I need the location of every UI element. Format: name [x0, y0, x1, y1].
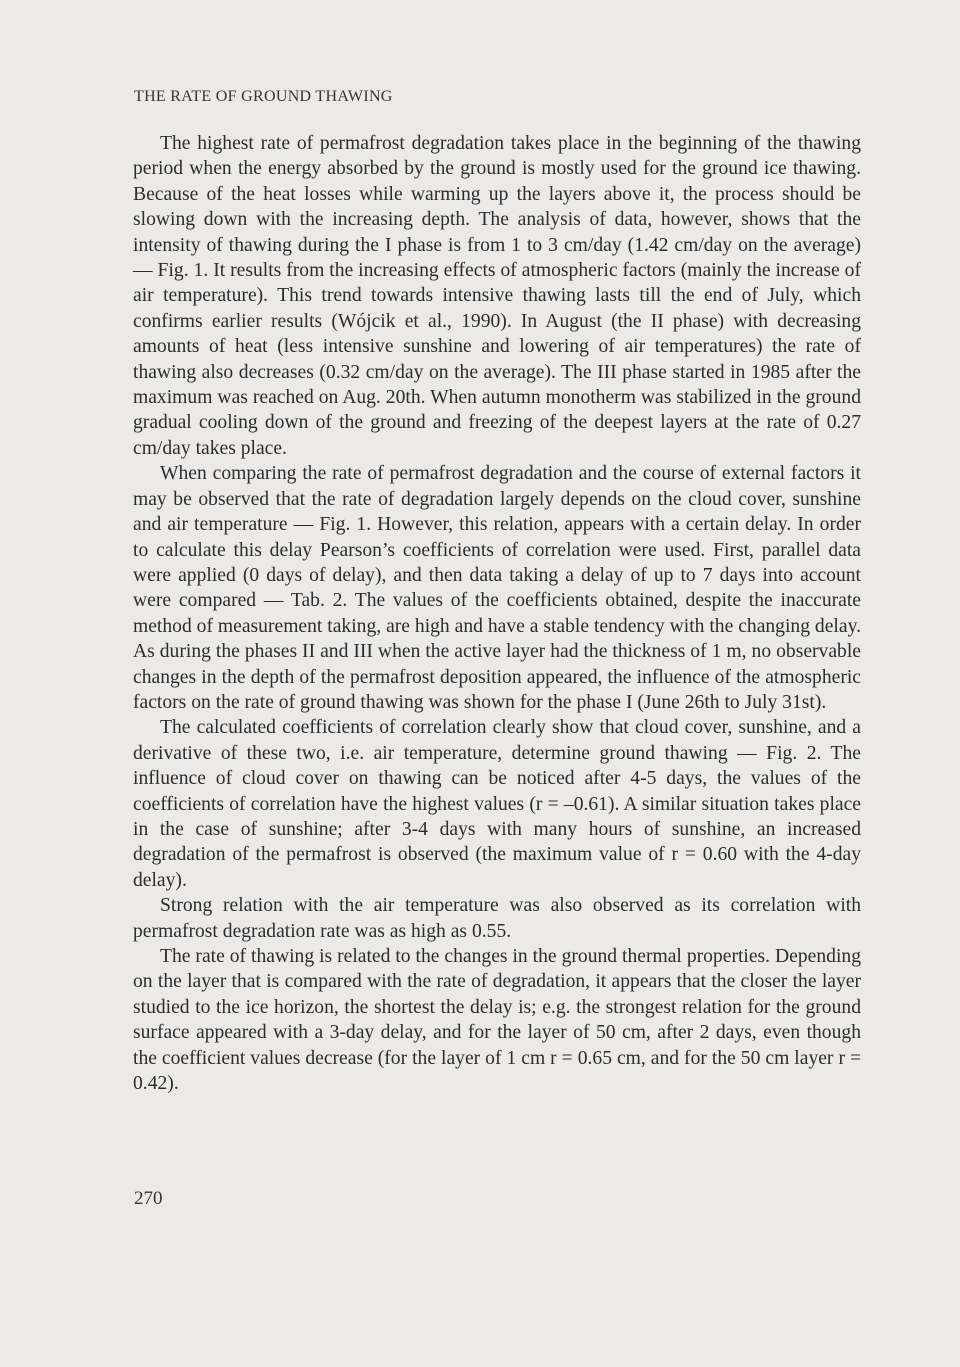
page-number: 270 [134, 1188, 163, 1209]
body-text [133, 131, 861, 1096]
paragraph-thermal-properties: The rate of thawing is related to the changes in the ground thermal properties. Depending on the layer that is compared with the rate of degradation, it appears that the closer the layer studied to the ice horizon, the shortest the delay is; e.g. the strongest relation for the ground surface appeared with a 3-day delay, and for the layer of 50 cm, after 2 days, even though the coefficient values decrease (for the layer of 1 cm r = 0.65 cm, and for the 50 cm layer r = 0.42). [133, 946, 861, 1095]
paragraph-correlation-coefficients: The calculated coefficients of correlation clearly show that cloud cover, sunshine, and a derivative of these two, i.e. air temperature, determine ground thawing — Fig. 2. The influence of cloud cover on thawing can be noticed after 4-5 days, the values of the coefficients of correlation have the highest values (r = –0.61). A similar situation takes place in the case of sunshine; after 3-4 days with many hours of sunshine, an increased degradation of the permafrost is observed (the maximum value of r = 0.60 with the 4-day delay). [133, 717, 861, 891]
running-title: THE RATE OF GROUND THAWING [134, 88, 393, 105]
paragraph-external-factors: When comparing the rate of permafrost degradation and the course of external factors it may be observed that the rate of degradation largely depends on the cloud cover, sunshine and air temperature — Fig. 1. However, this relation, appears with a certain delay. In order to calculate this delay Pearson’s coefficients of correlation were used. First, parallel data were applied (0 days of delay), and then data taking a delay of up to 7 days into account were compared — Tab. 2. The values of the coefficients obtained, despite the inaccurate method of measurement taking, are high and have a stable tendency with the changing delay. As during the phases II and III when the active layer had the thickness of 1 m, no observable changes in the depth of the permafrost deposition appeared, the influence of the atmospheric factors on the rate of ground thawing was shown for the phase I (June 26th to July 31st). [133, 463, 861, 713]
paragraph-thawing-phases: The highest rate of permafrost degradation takes place in the beginning of the thawing period when the energy absorbed by the ground is mostly used for the ground ice thawing. Because of the heat losses while warming up the layers above it, the process should be slowing down with the increasing depth. The analysis of data, however, shows that the intensity of thawing during the I phase is from 1 to 3 cm/day (1.42 cm/day on the average) — Fig. 1. It results from the increasing effects of atmospheric factors (mainly the increase of air temperature). This trend towards intensive thawing lasts till the end of July, which confirms earlier results (Wójcik et al., 1990). In August (the II phase) with decreasing amounts of heat (less intensive sunshine and lowering of air temperatures) the rate of thawing also decreases (0.32 cm/day on the average). The III phase started in 1985 after the maximum was reached on Aug. 20th. When autumn monotherm was stabilized in the ground gradual cooling down of the ground and freezing of the deepest layers at the rate of 0.27 cm/day takes place. [133, 133, 861, 459]
paragraph-air-temperature: Strong relation with the air temperature was also observed as its correlation with permafrost degradation rate was as high as 0.55. [133, 895, 861, 942]
